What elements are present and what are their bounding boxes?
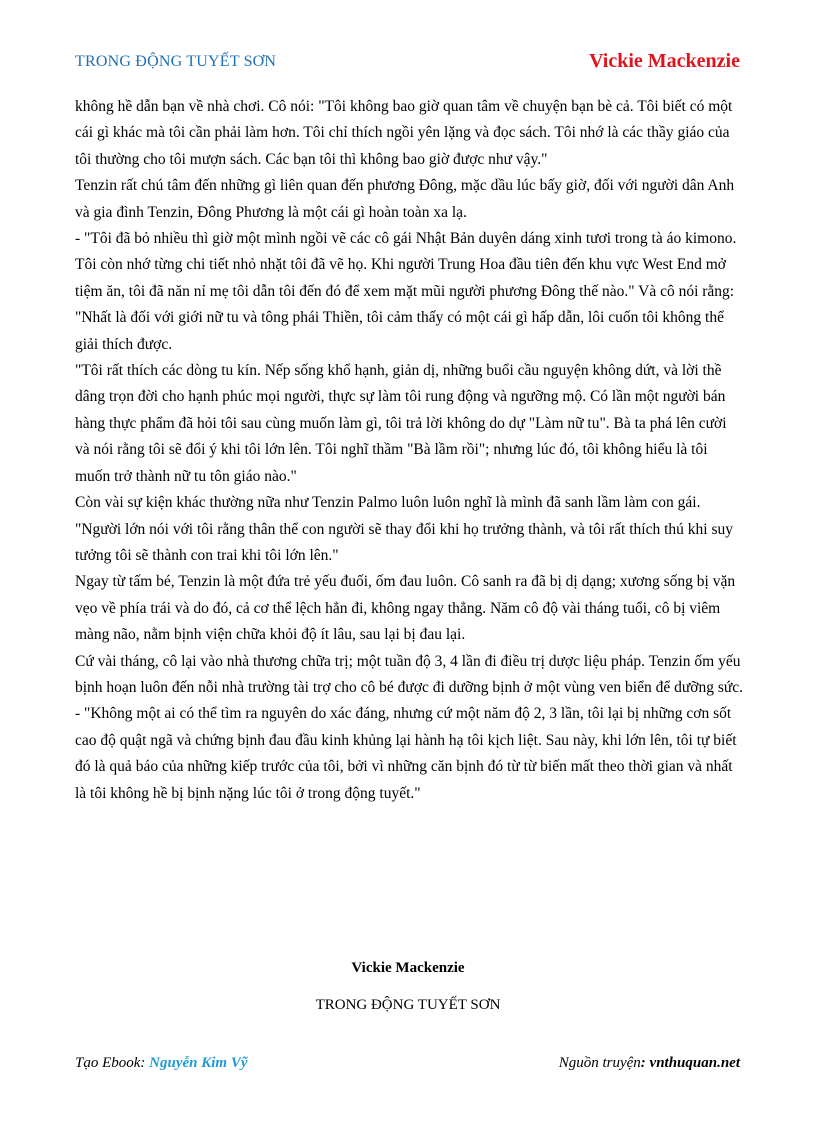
ebook-credit (75, 1055, 248, 1072)
paragraph: Còn vài sự kiện khác thường nữa như Tenzin Palmo luôn luôn nghĩ là mình đã sanh lầm làm con gái. "Người lớn nói với tôi rằng thân thể con người sẽ thay đổi khi họ trưởng thành, và tôi rất thích thú khi suy tưởng tôi sẽ thành con trai khi tôi lớn lên." (75, 494, 733, 564)
ebook-credit-separator: : (140, 1055, 150, 1071)
paragraph: Ngay từ tấm bé, Tenzin là một đứa trẻ yếu đuối, ốm đau luôn. Cô sanh ra đã bị dị dạng; xương sống bị vặn vẹo về phía trái và do đó, cả cơ thể lệch hẳn đi, không ngay thẳng. Năm cô độ vài tháng tuổi, cô bị viêm màng não, nằm bịnh viện chữa khỏi độ ít lâu, sau lại bị đau lại. (75, 573, 736, 644)
header-book-title: TRONG ĐỘNG TUYẾT SƠN (75, 53, 277, 70)
source-credit-separator: : (640, 1055, 650, 1071)
paragraph: Tenzin rất chú tâm đến những gì liên quan đến phương Đông, mặc dầu lúc bấy giờ, đối với người dân Anh và gia đình Tenzin, Đông Phương là một cái gì hoàn toàn xa lạ. (75, 177, 735, 221)
paragraph: - "Không một ai có thể tìm ra nguyên do xác đáng, nhưng cứ một năm độ 2, 3 lần, tôi lại bị những cơn sốt cao độ quật ngã và chứng bịnh đau đầu kinh khủng lại hành hạ tôi kịch liệt. Sau này, khi lớn lên, tôi tự biết đó là quả báo của những kiếp trước của tôi, bởi vì những căn bịnh đó từ từ biến mất theo thời gian và nhất là tôi không hề bị bịnh nặng lúc tôi ở trong động tuyết." (75, 705, 737, 802)
paragraph: không hề dẫn bạn về nhà chơi. Cô nói: "Tôi không bao giờ quan tâm về chuyện bạn bè cả. Tôi biết có một cái gì khác mà tôi cần phải làm hơn. Tôi chỉ thích ngồi yên lặng và đọc sách. Tôi nhớ là các thầy giáo của tôi thường cho tôi mượn sách. Các bạn tôi thì không bao giờ được như vậy." (75, 98, 733, 168)
paragraph: Cứ vài tháng, cô lại vào nhà thương chữa trị; một tuần độ 3, 4 lần đi điều trị dược liệu pháp. Tenzin ốm yếu bịnh hoạn luôn đến nỗi nhà trường tài trợ cho cô bé được đi dưỡng bịnh ở một vùng ven biển để dưỡng sức. (75, 652, 744, 696)
source-credit (559, 1055, 740, 1072)
footer-book-title: TRONG ĐỘNG TUYẾT SƠN (315, 997, 501, 1013)
ebook-credit-label: Tạo Ebook (75, 1055, 141, 1071)
header-author: Vickie Mackenzie (589, 50, 740, 72)
page-body (75, 94, 745, 807)
paragraph: - "Tôi đã bỏ nhiều thì giờ một mình ngồi vẽ các cô gái Nhật Bản duyên dáng xinh tươi trong tà áo kimono. Tôi còn nhớ từng chi tiết nhỏ nhặt tôi đã vẽ họ. Khi người Trung Hoa đầu tiên đến khu vực West End mở tiệm ăn, tôi đã năn nỉ mẹ tôi dẫn tôi đến đó để xem mặt mũi người phương Đông thế nào." Và cô nói rằng: "Nhất là đối với giới nữ tu và tông phái Thiền, tôi cảm thấy có một cái gì hấp dẫn, lôi cuốn tôi không thể giải thích được. (75, 230, 737, 353)
paragraph: "Tôi rất thích các dòng tu kín. Nếp sống khổ hạnh, giản dị, những buổi cầu nguyện không dứt, và lời thề dâng trọn đời cho hạnh phúc mọi người, thực sự làm tôi rung động và ngưỡng mộ. Có lần một người bán hàng thực phẩm đã hỏi tôi sau cùng muốn làm gì, tôi trả lời không do dự "Làm nữ tu". Bà ta phá lên cười và nói rằng tôi sẽ đổi ý khi tôi lớn lên. Tôi nghĩ thầm "Bà lầm rồi"; nhưng lúc đó, tôi không hiểu là tôi muốn trở thành nữ tu tôn giáo nào." (75, 362, 727, 485)
ebook-creator-name: Nguyễn Kim Vỹ (149, 1055, 248, 1071)
source-credit-label: Nguồn truyện (558, 1055, 641, 1071)
source-site[interactable]: vnthuquan.net (649, 1055, 740, 1071)
footer-author: Vickie Mackenzie (351, 960, 465, 976)
